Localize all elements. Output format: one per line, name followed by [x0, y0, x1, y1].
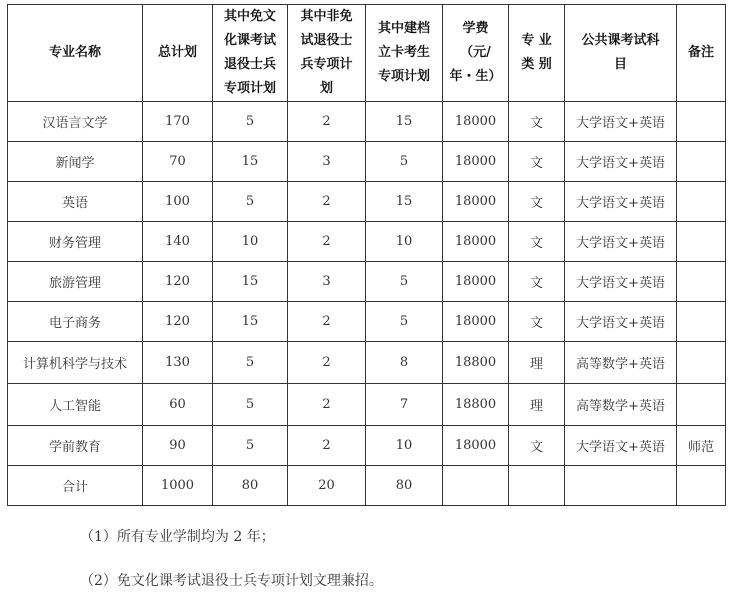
cell-remark: 师范: [677, 426, 726, 466]
cell-exempt: 5: [213, 426, 288, 466]
cell-major: 新闻学: [8, 142, 143, 182]
header-non-exempt-line: 划: [319, 81, 333, 96]
cell-subjects: 大学语文+英语: [565, 142, 677, 182]
total-exempt: 80: [213, 466, 288, 506]
header-poverty-line: 专项计划: [377, 69, 430, 84]
note-enrollment: （2）免文化课考试退役士兵专项计划文理兼招。: [80, 573, 383, 589]
table-row: [8, 384, 726, 426]
cell-subjects: 高等数学+英语: [565, 384, 677, 426]
header-category: [509, 5, 565, 102]
cell-category: 文: [509, 142, 565, 182]
table-row: [8, 342, 726, 384]
cell-tuition: 18800: [443, 342, 509, 384]
cell-remark: [677, 102, 726, 142]
cell-total: 140: [143, 222, 213, 262]
cell-category: 文: [509, 426, 565, 466]
header-exempt-line: 其中免文: [223, 9, 276, 24]
header-non-exempt-line: 兵专项计: [300, 57, 353, 72]
cell-category: 文: [509, 222, 565, 262]
header-poverty: [366, 5, 443, 102]
cell-remark: [677, 142, 726, 182]
header-row: [8, 5, 726, 102]
cell-total: 70: [143, 142, 213, 182]
table-row: [8, 222, 726, 262]
cell-exempt: 5: [213, 102, 288, 142]
cell-category: 文: [509, 182, 565, 222]
cell-exempt: 5: [213, 342, 288, 384]
cell-tuition: 18000: [443, 142, 509, 182]
note-duration: （1）所有专业学制均为 2 年；: [80, 529, 275, 545]
cell-exempt: 15: [213, 302, 288, 342]
cell-total: 130: [143, 342, 213, 384]
cell-non-exempt: 2: [288, 384, 366, 426]
total-non-exempt: 20: [288, 466, 366, 506]
total-label: 合计: [8, 466, 143, 506]
cell-category: 文: [509, 102, 565, 142]
cell-non-exempt: 3: [288, 142, 366, 182]
cell-subjects: 大学语文+英语: [565, 302, 677, 342]
cell-major: 旅游管理: [8, 262, 143, 302]
header-exempt: [213, 5, 288, 102]
cell-exempt: 10: [213, 222, 288, 262]
cell-remark: [677, 302, 726, 342]
header-non-exempt: [288, 5, 366, 102]
cell-subjects: 大学语文+英语: [565, 102, 677, 142]
table-row: [8, 142, 726, 182]
cell-poverty: 5: [366, 262, 443, 302]
cell-major: 汉语言文学: [8, 102, 143, 142]
cell-total: 170: [143, 102, 213, 142]
header-poverty-line: 其中建档: [377, 21, 430, 36]
cell-poverty: 5: [366, 302, 443, 342]
header-subjects-line: 公共课考试科: [581, 33, 660, 48]
table-row: [8, 302, 726, 342]
cell-non-exempt: 2: [288, 222, 366, 262]
cell-tuition: 18000: [443, 182, 509, 222]
header-poverty-line: 立卡考生: [377, 45, 430, 60]
header-subjects: [565, 5, 677, 102]
cell-tuition: 18000: [443, 302, 509, 342]
cell-remark: [677, 182, 726, 222]
cell-remark: [677, 384, 726, 426]
cell-tuition: 18800: [443, 384, 509, 426]
header-total: 总计划: [143, 5, 213, 102]
cell-major: 英语: [8, 182, 143, 222]
total-row: [8, 466, 726, 506]
cell-non-exempt: 2: [288, 182, 366, 222]
table-row: [8, 182, 726, 222]
cell-category: 文: [509, 302, 565, 342]
table-row: [8, 426, 726, 466]
enrollment-plan-table: [7, 4, 726, 506]
cell-remark: [677, 262, 726, 302]
total-remark: [677, 466, 726, 506]
cell-remark: [677, 342, 726, 384]
cell-exempt: 15: [213, 262, 288, 302]
cell-total: 60: [143, 384, 213, 426]
cell-poverty: 15: [366, 182, 443, 222]
header-exempt-line: 退役士兵: [223, 57, 276, 72]
cell-poverty: 8: [366, 342, 443, 384]
table-row: [8, 102, 726, 142]
cell-non-exempt: 2: [288, 426, 366, 466]
total-category: [509, 466, 565, 506]
cell-subjects: 大学语文+英语: [565, 182, 677, 222]
header-category-line: 类 别: [521, 57, 552, 72]
cell-non-exempt: 3: [288, 262, 366, 302]
cell-total: 100: [143, 182, 213, 222]
table-body: [8, 102, 726, 506]
cell-major: 财务管理: [8, 222, 143, 262]
cell-poverty: 10: [366, 426, 443, 466]
cell-poverty: 7: [366, 384, 443, 426]
cell-total: 120: [143, 262, 213, 302]
header-remark: 备注: [677, 5, 726, 102]
header-exempt-line: 专项计划: [223, 81, 276, 96]
cell-non-exempt: 2: [288, 102, 366, 142]
cell-tuition: 18000: [443, 102, 509, 142]
cell-tuition: 18000: [443, 222, 509, 262]
cell-category: 文: [509, 262, 565, 302]
cell-poverty: 15: [366, 102, 443, 142]
header-tuition-line: （元/: [460, 45, 491, 60]
cell-exempt: 5: [213, 182, 288, 222]
cell-poverty: 5: [366, 142, 443, 182]
header-category-line: 专 业: [521, 33, 552, 48]
header-non-exempt-line: 试退役士: [300, 33, 353, 48]
header-tuition-line: 年・生）: [449, 69, 502, 84]
total-tuition: [443, 466, 509, 506]
cell-non-exempt: 2: [288, 302, 366, 342]
cell-category: 理: [509, 342, 565, 384]
total-subjects: [565, 466, 677, 506]
cell-total: 90: [143, 426, 213, 466]
header-subjects-line: 目: [613, 57, 627, 72]
header-tuition: [443, 5, 509, 102]
cell-subjects: 大学语文+英语: [565, 222, 677, 262]
header-major: 专业名称: [8, 5, 143, 102]
total-total: 1000: [143, 466, 213, 506]
cell-tuition: 18000: [443, 262, 509, 302]
cell-non-exempt: 2: [288, 342, 366, 384]
cell-exempt: 15: [213, 142, 288, 182]
cell-exempt: 5: [213, 384, 288, 426]
header-exempt-line: 化课考试: [223, 33, 276, 48]
header-non-exempt-line: 其中非免: [300, 9, 353, 24]
cell-subjects: 大学语文+英语: [565, 426, 677, 466]
cell-remark: [677, 222, 726, 262]
total-poverty: 80: [366, 466, 443, 506]
cell-total: 120: [143, 302, 213, 342]
cell-major: 学前教育: [8, 426, 143, 466]
cell-major: 计算机科学与技术: [8, 342, 143, 384]
cell-poverty: 10: [366, 222, 443, 262]
cell-major: 电子商务: [8, 302, 143, 342]
cell-tuition: 18000: [443, 426, 509, 466]
cell-category: 理: [509, 384, 565, 426]
cell-subjects: 高等数学+英语: [565, 342, 677, 384]
cell-major: 人工智能: [8, 384, 143, 426]
header-tuition-line: 学费: [462, 21, 489, 36]
cell-subjects: 大学语文+英语: [565, 262, 677, 302]
table-row: [8, 262, 726, 302]
